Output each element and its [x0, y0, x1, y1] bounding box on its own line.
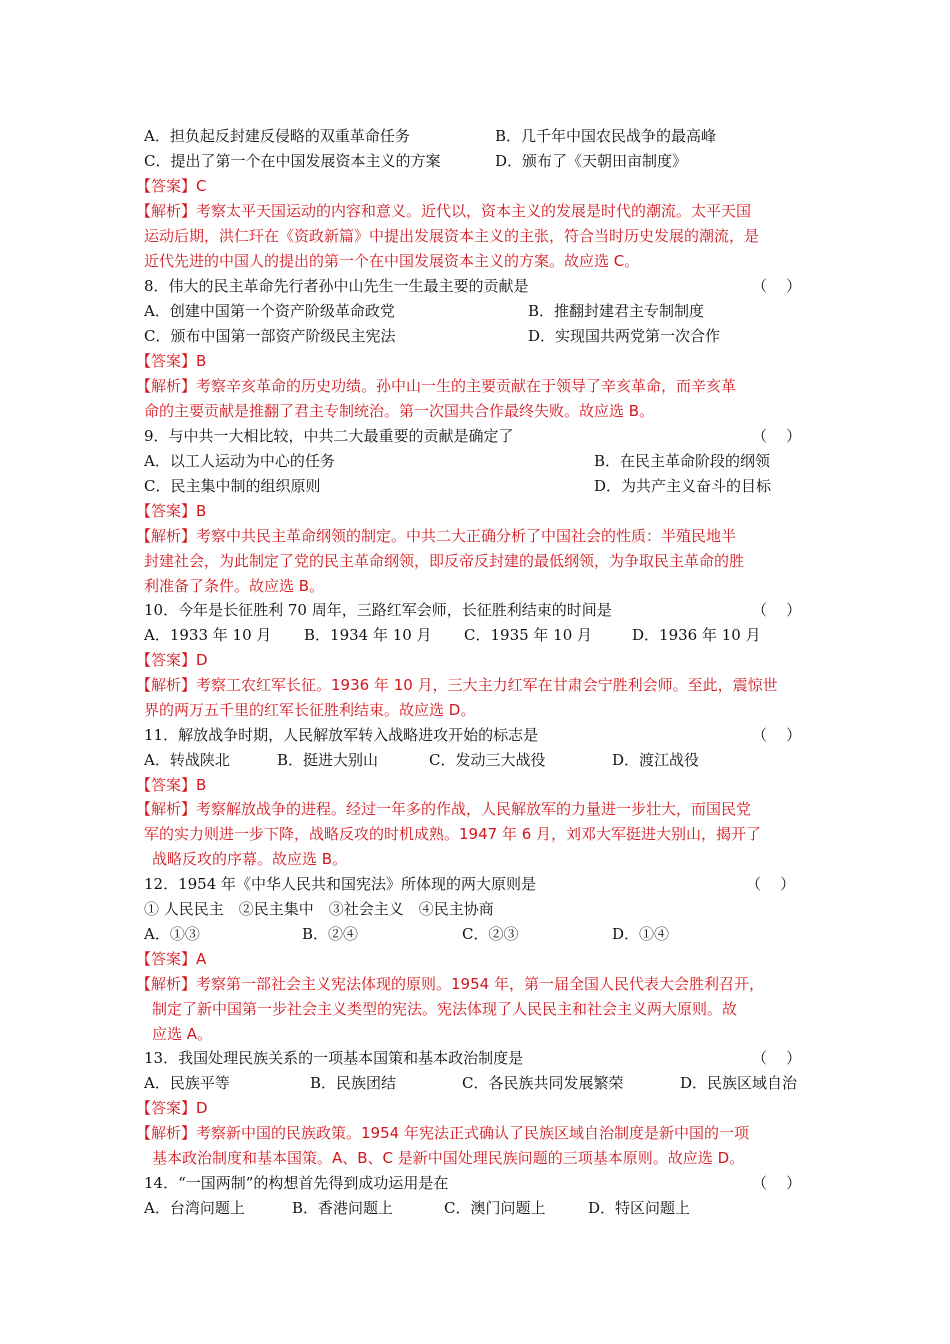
q8-analysis-line: 命的主要贡献是推翻了君主专制统治。第一次国共合作最终失败。故应选 B。	[144, 402, 655, 420]
q11-analysis-line: 【解析】考察解放战争的进程。经过一年多的作战，人民解放军的力量进一步壮大，而国民党	[136, 800, 752, 818]
q7-analysis-line: 【解析】考察太平天国运动的内容和意义。近代以，资本主义的发展是时代的潮流。太平天国	[136, 202, 752, 220]
q12-answer-blank: （ ）	[746, 875, 796, 893]
q12-option-b: B．②④	[302, 925, 359, 943]
q7-answer: 【答案】C	[136, 177, 207, 195]
q9-stem: 9．与中共一大相比较，中共二大最重要的贡献是确定了	[144, 427, 514, 445]
q12-option-d: D．①④	[612, 925, 670, 943]
q9-analysis-line: 【解析】考察中共民主革命纲领的制定。中共二大正确分析了中国社会的性质：半殖民地半	[136, 527, 737, 545]
q9-answer: 【答案】B	[136, 502, 207, 520]
q13-option-d: D．民族区域自治	[680, 1074, 798, 1092]
q14-answer-blank: （ ）	[752, 1174, 802, 1192]
q11-option-c: C．发动三大战役	[429, 751, 546, 769]
q10-answer: 【答案】D	[136, 651, 208, 669]
q7-option-d: D．颁布了《天朝田亩制度》	[495, 152, 688, 170]
q14-option-d: D．特区问题上	[588, 1199, 691, 1217]
q7-analysis-line: 近代先进的中国人的提出的第一个在中国发展资本主义的方案。故应选 C。	[144, 252, 640, 270]
q12-items: ① 人民民主 ②民主集中 ③社会主义 ④民主协商	[144, 900, 494, 918]
q7-option-c: C．提出了第一个在中国发展资本主义的方案	[144, 152, 441, 170]
q12-stem: 12．1954 年《中华人民共和国宪法》所体现的两大原则是	[144, 875, 537, 893]
q10-analysis-line: 界的两万五千里的红军长征胜利结束。故应选 D。	[144, 701, 476, 719]
q14-option-b: B．香港问题上	[292, 1199, 394, 1217]
q10-analysis-line: 【解析】考察工农红军长征。1936 年 10 月，三大主力红军在甘肃会宁胜利会师。至此，震惊世	[136, 676, 778, 694]
q11-analysis-line: 战略反攻的序幕。故应选 B。	[152, 850, 348, 868]
q10-option-b: B．1934 年 10 月	[304, 626, 432, 644]
q11-option-b: B．挺进大别山	[277, 751, 379, 769]
q10-option-a: A．1933 年 10 月	[144, 626, 272, 644]
q12-option-c: C．②③	[462, 925, 519, 943]
q13-option-b: B．民族团结	[310, 1074, 397, 1092]
q14-stem: 14．“一国两制”的构想首先得到成功运用是在	[144, 1174, 449, 1192]
q7-option-a: A．担负起反封建反侵略的双重革命任务	[144, 127, 410, 145]
q7-option-b: B．几千年中国农民战争的最高峰	[495, 127, 717, 145]
q10-option-d: D．1936 年 10 月	[632, 626, 761, 644]
q8-option-d: D．实现国共两党第一次合作	[528, 327, 721, 345]
q9-option-a: A．以工人运动为中心的任务	[144, 452, 335, 470]
q11-answer-blank: （ ）	[752, 726, 802, 744]
q8-option-b: B．推翻封建君主专制制度	[528, 302, 705, 320]
q12-analysis-line: 【解析】考察第一部社会主义宪法体现的原则。1954 年，第一届全国人民代表大会胜利召开，	[136, 975, 764, 993]
q13-option-a: A．民族平等	[144, 1074, 230, 1092]
q12-analysis-line: 制定了新中国第一步社会主义类型的宪法。宪法体现了人民民主和社会主义两大原则。故	[152, 1000, 738, 1018]
q12-analysis-line: 应选 A。	[152, 1025, 213, 1043]
q13-option-c: C．各民族共同发展繁荣	[462, 1074, 624, 1092]
q11-stem: 11．解放战争时期，人民解放军转入战略进攻开始的标志是	[144, 726, 539, 744]
q9-option-b: B．在民主革命阶段的纲领	[594, 452, 771, 470]
q10-option-c: C．1935 年 10 月	[464, 626, 593, 644]
q12-option-a: A．①③	[144, 925, 200, 943]
q11-answer: 【答案】B	[136, 776, 207, 794]
q9-option-d: D．为共产主义奋斗的目标	[594, 477, 772, 495]
q14-option-a: A．台湾问题上	[144, 1199, 245, 1217]
q13-analysis-line: 【解析】考察新中国的民族政策。1954 年宪法正式确认了民族区域自治制度是新中国的一项	[136, 1124, 749, 1142]
q13-stem: 13．我国处理民族关系的一项基本国策和基本政治制度是	[144, 1049, 524, 1067]
q8-answer: 【答案】B	[136, 352, 207, 370]
q8-option-c: C．颁布中国第一部资产阶级民主宪法	[144, 327, 396, 345]
q8-answer-blank: （ ）	[752, 277, 802, 295]
q14-option-c: C．澳门问题上	[444, 1199, 546, 1217]
q13-answer: 【答案】D	[136, 1099, 208, 1117]
q11-analysis-line: 军的实力则进一步下降，战略反攻的时机成熟。1947 年 6 月，刘邓大军挺进大别山，揭开了	[144, 825, 762, 843]
q13-analysis-line: 基本政治制度和基本国策。A、B、C 是新中国处理民族问题的三项基本原则。故应选 D。	[152, 1149, 745, 1167]
q10-stem: 10．今年是长征胜利 70 周年，三路红军会师，长征胜利结束的时间是	[144, 601, 612, 619]
q10-answer-blank: （ ）	[752, 601, 802, 619]
q11-option-d: D．渡江战役	[612, 751, 700, 769]
q13-answer-blank: （ ）	[752, 1049, 802, 1067]
q9-option-c: C．民主集中制的组织原则	[144, 477, 321, 495]
q8-analysis-line: 【解析】考察辛亥革命的历史功绩。孙中山一生的主要贡献在于领导了辛亥革命，而辛亥革	[136, 377, 737, 395]
q9-analysis-line: 封建社会，为此制定了党的民主革命纲领，即反帝反封建的最低纲领，为争取民主革命的胜	[144, 552, 745, 570]
q9-analysis-line: 利准备了条件。故应选 B。	[144, 577, 325, 595]
q8-option-a: A．创建中国第一个资产阶级革命政党	[144, 302, 395, 320]
q8-stem: 8．伟大的民主革命先行者孙中山先生一生最主要的贡献是	[144, 277, 529, 295]
q11-option-a: A．转战陕北	[144, 751, 230, 769]
q7-analysis-line: 运动后期，洪仁玕在《资政新篇》中提出发展资本主义的主张，符合当时历史发展的潮流，是	[144, 227, 760, 245]
q9-answer-blank: （ ）	[752, 427, 802, 445]
q12-answer: 【答案】A	[136, 950, 207, 968]
